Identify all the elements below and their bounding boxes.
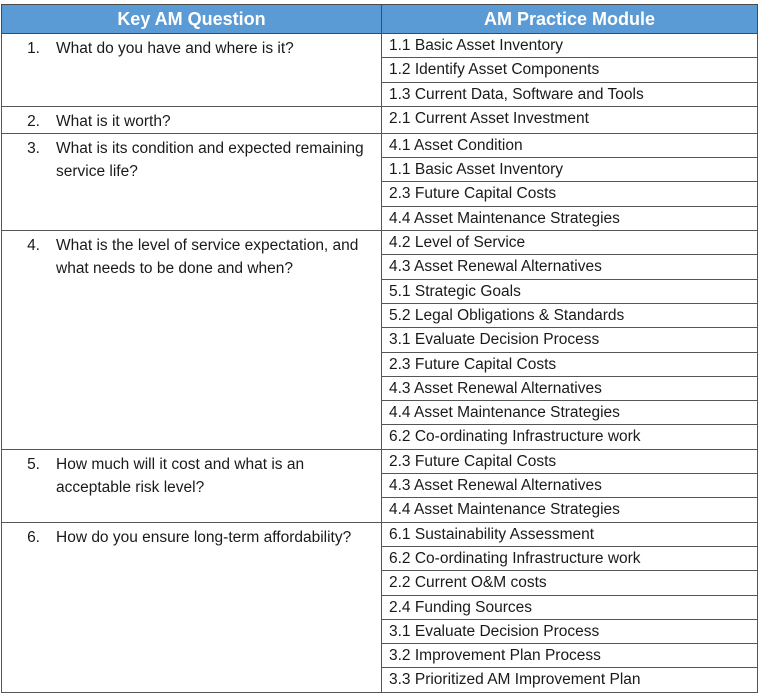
module-cell: 4.3 Asset Renewal Alternatives bbox=[382, 255, 758, 279]
module-cell: 6.2 Co-ordinating Infrastructure work bbox=[382, 546, 758, 570]
module-cell: 4.2 Level of Service bbox=[382, 231, 758, 255]
module-cell: 3.3 Prioritized AM Improvement Plan bbox=[382, 668, 758, 692]
header-am-practice-module: AM Practice Module bbox=[382, 5, 758, 34]
question-number: 3. bbox=[27, 139, 40, 157]
module-cell: 1.1 Basic Asset Inventory bbox=[382, 158, 758, 182]
table-body bbox=[2, 34, 758, 693]
question-cell bbox=[2, 133, 382, 230]
module-cell: 3.1 Evaluate Decision Process bbox=[382, 328, 758, 352]
module-cell: 1.3 Current Data, Software and Tools bbox=[382, 82, 758, 106]
question-text: What do you have and where is it? bbox=[56, 40, 294, 57]
question-number: 2. bbox=[27, 112, 40, 130]
header-key-am-question: Key AM Question bbox=[2, 5, 382, 34]
question-number: 1. bbox=[27, 40, 40, 57]
module-cell: 1.2 Identify Asset Components bbox=[382, 58, 758, 82]
module-cell: 2.4 Funding Sources bbox=[382, 595, 758, 619]
table-row bbox=[2, 231, 758, 255]
module-cell: 4.3 Asset Renewal Alternatives bbox=[382, 474, 758, 498]
question-item bbox=[8, 37, 375, 60]
module-cell: 5.1 Strategic Goals bbox=[382, 279, 758, 303]
question-text: How much will it cost and what is an acceptable risk level? bbox=[56, 455, 305, 496]
question-text: What is the level of service expectation, and what needs to be done and when? bbox=[56, 237, 359, 278]
question-number: 5. bbox=[27, 455, 40, 473]
question-item bbox=[8, 234, 375, 280]
question-cell bbox=[2, 34, 382, 107]
header-row bbox=[2, 5, 758, 34]
question-text: What is its condition and expected remaining service life? bbox=[56, 139, 364, 180]
module-cell: 5.2 Legal Obligations & Standards bbox=[382, 303, 758, 327]
module-cell: 4.4 Asset Maintenance Strategies bbox=[382, 401, 758, 425]
table-row bbox=[2, 449, 758, 473]
table-row bbox=[2, 133, 758, 157]
table-row bbox=[2, 106, 758, 133]
module-cell: 4.3 Asset Renewal Alternatives bbox=[382, 376, 758, 400]
module-cell: 4.1 Asset Condition bbox=[382, 133, 758, 157]
module-cell: 2.3 Future Capital Costs bbox=[382, 449, 758, 473]
question-number: 6. bbox=[27, 528, 40, 546]
module-cell: 2.2 Current O&M costs bbox=[382, 571, 758, 595]
module-cell: 3.1 Evaluate Decision Process bbox=[382, 619, 758, 643]
module-cell: 1.1 Basic Asset Inventory bbox=[382, 34, 758, 58]
module-cell: 6.2 Co-ordinating Infrastructure work bbox=[382, 425, 758, 449]
table-row bbox=[2, 522, 758, 546]
module-cell: 6.1 Sustainability Assessment bbox=[382, 522, 758, 546]
module-cell: 4.4 Asset Maintenance Strategies bbox=[382, 498, 758, 522]
question-cell bbox=[2, 449, 382, 522]
question-item bbox=[8, 110, 375, 133]
question-item bbox=[8, 526, 375, 549]
module-cell: 2.3 Future Capital Costs bbox=[382, 182, 758, 206]
question-item bbox=[8, 453, 375, 499]
question-number: 4. bbox=[27, 237, 40, 255]
question-cell bbox=[2, 106, 382, 133]
question-cell bbox=[2, 231, 382, 450]
question-text: How do you ensure long-term affordability? bbox=[56, 528, 352, 546]
question-cell bbox=[2, 522, 382, 692]
question-text: What is it worth? bbox=[56, 112, 171, 130]
table-row bbox=[2, 34, 758, 58]
module-cell: 3.2 Improvement Plan Process bbox=[382, 644, 758, 668]
module-cell: 2.3 Future Capital Costs bbox=[382, 352, 758, 376]
question-item bbox=[8, 137, 375, 183]
am-question-table bbox=[1, 4, 758, 693]
module-cell: 2.1 Current Asset Investment bbox=[382, 106, 758, 133]
module-cell: 4.4 Asset Maintenance Strategies bbox=[382, 206, 758, 230]
